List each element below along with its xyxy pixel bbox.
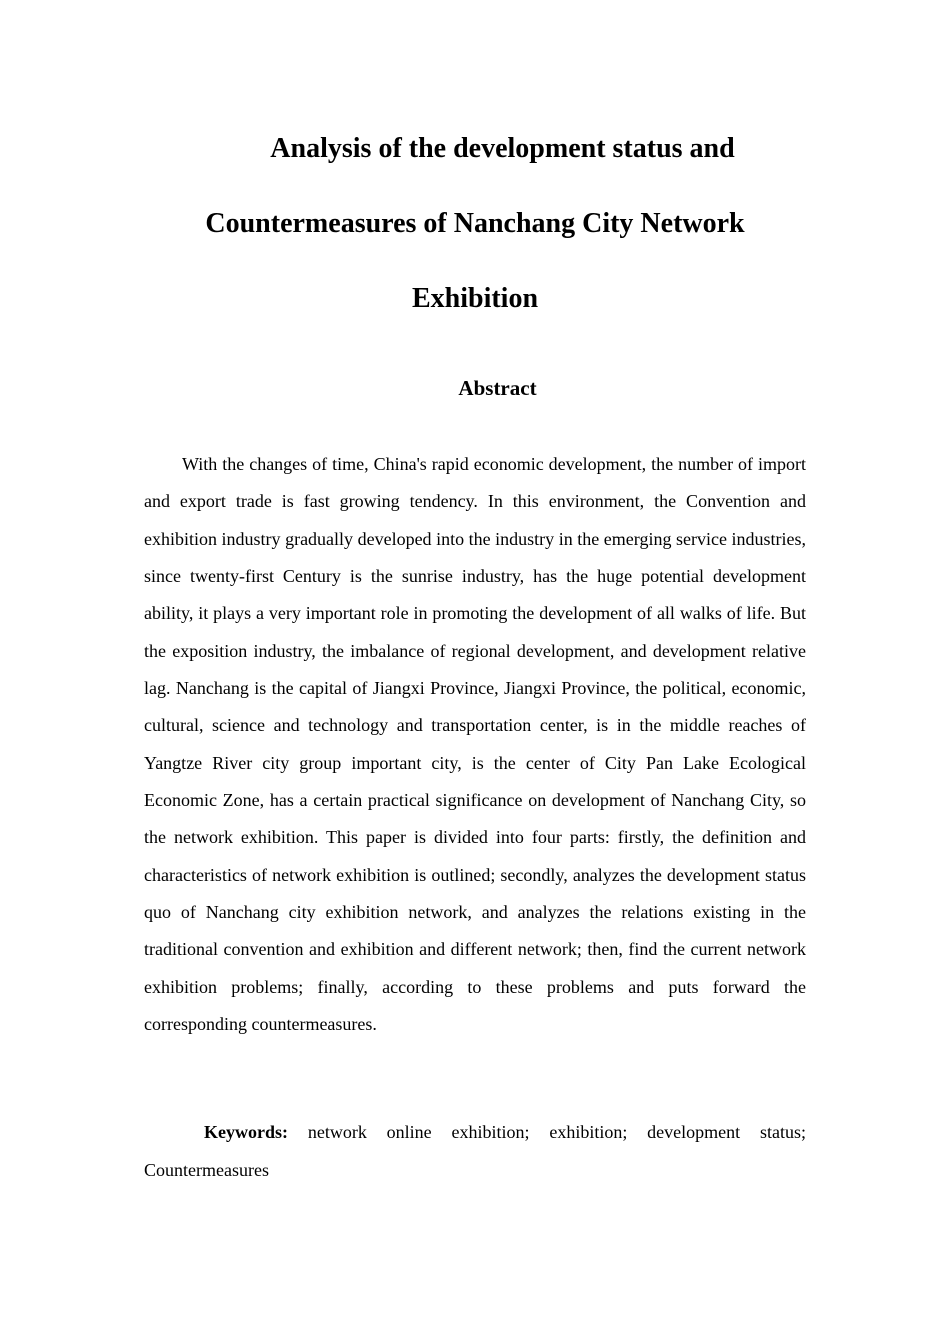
title-line-1: Analysis of the development status and bbox=[270, 133, 735, 164]
abstract-body: With the changes of time, China's rapid economic development, the number of import and export trade is fast growing tendency. In this environment, the Convention and exhibition industry gradually developed into the industry in the emerging service industries, since twenty-first Century is the sunrise industry, has the huge potential development ability, it plays a very important role in promoting the development of all walks of life. But the exposition industry, the imbalance of regional development, and development relative lag. Nanchang is the capital of Jiangxi Province, Jiangxi Province, the political, economic, cultural, science and technology and transportation center, is in the middle reaches of Yangtze River city group important city, is the center of City Pan Lake Ecological Economic Zone, has a certain practical significance on development of Nanchang City, so the network exhibition. This paper is divided into four parts: firstly, the definition and characteristics of network exhibition is outlined; secondly, analyzes the development status quo of Nanchang city exhibition network, and analyzes the relations existing in the traditional convention and exhibition and different network; then, find the current network exhibition problems; finally, according to these problems and puts forward the corresponding countermeasures. bbox=[144, 454, 806, 1035]
keywords-text: network online exhibition; exhibition; development status; Countermeasures bbox=[144, 1122, 806, 1180]
title-line-3: Exhibition bbox=[411, 283, 539, 314]
keywords-paragraph bbox=[144, 1114, 806, 1189]
abstract-heading: Abstract bbox=[458, 376, 537, 400]
title-line-2: Countermeasures of Nanchang City Network bbox=[205, 208, 745, 239]
keywords-label: Keywords: bbox=[204, 1122, 288, 1142]
